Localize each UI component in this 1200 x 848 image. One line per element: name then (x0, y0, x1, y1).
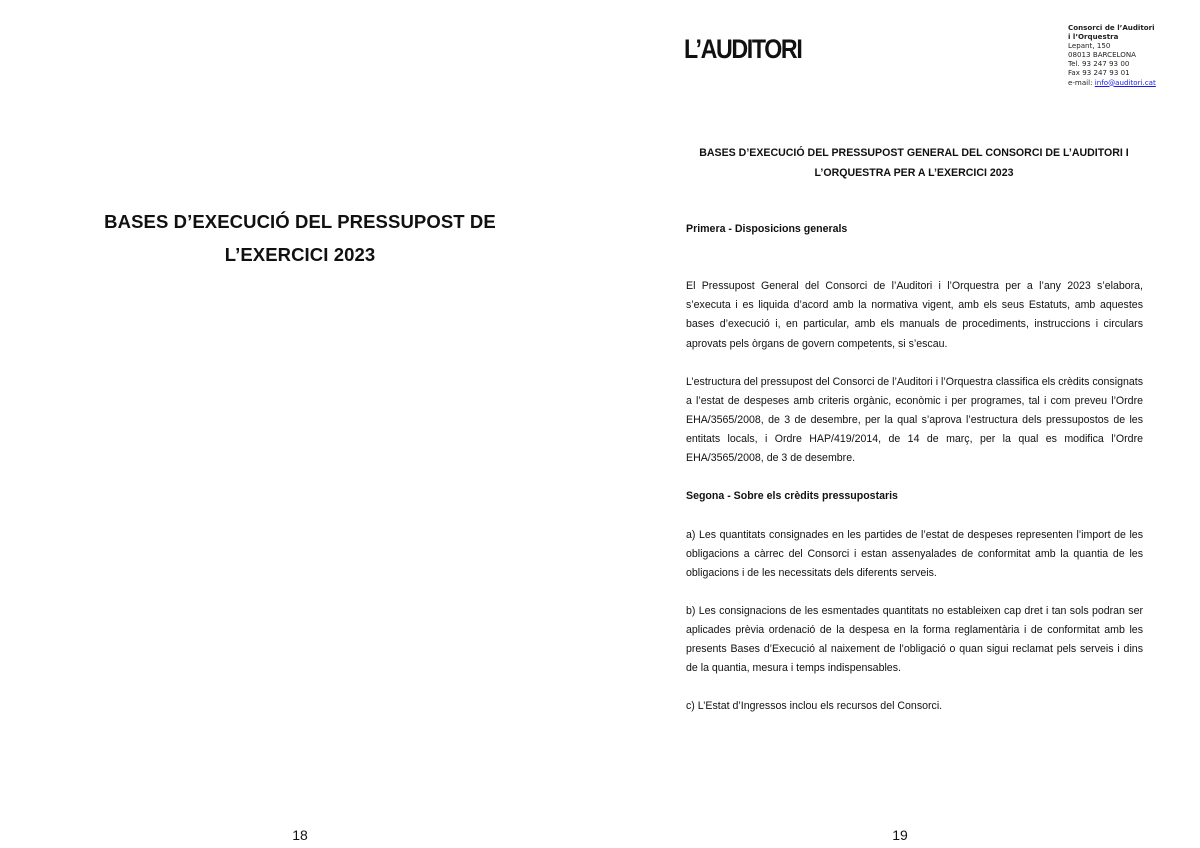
contact-tel: Tel. 93 247 93 00 (1068, 59, 1130, 69)
contact-email-label: e-mail: (1068, 77, 1095, 87)
paragraph-segona-b: b) Les consignacions de les esmentades quantitats no estableixen cap dret i tan sols podran ser aplicades prèvia ordenació de la despesa en la forma reglamentària i de conformitat amb les presents Bases d’Execució al naixement de l’obligació o quan sigui reclamat pels serveis i dins de la quantia, mesura i temps indispensables. (686, 604, 1143, 675)
right-page (600, 0, 1200, 848)
left-title-line-1: BASES D’EXECUCIÓ DEL PRESSUPOST DE (104, 211, 496, 232)
document-title (680, 144, 1148, 183)
contact-fax: Fax 93 247 93 01 (1068, 68, 1130, 78)
doc-title-line-2: L’ORQUESTRA PER A L’EXERCICI 2023 (814, 166, 1014, 179)
doc-title-line-1: BASES D’EXECUCIÓ DEL PRESSUPOST GENERAL DEL CONSORCI DE L’AUDITORI I (699, 147, 1129, 159)
contact-block (1068, 23, 1193, 87)
contact-email-line (1068, 78, 1193, 87)
section-heading-segona: Segona - Sobre els crèdits pressupostaris (686, 490, 898, 503)
page-number-right: 19 (892, 827, 908, 843)
left-title-line-2: L’EXERCICI 2023 (224, 244, 376, 265)
paragraph-segona-a: a) Les quantitats consignades en les partides de l’estat de despeses representen l’import de les obligacions a càrrec del Consorci i estan assenyalades de conformitat amb la quantia de les obligacions i de les necessitats dels diferents serveis. (686, 528, 1143, 579)
contact-org-line-2: i l’Orquestra (1068, 32, 1119, 42)
contact-street: Lepant, 150 (1068, 41, 1111, 51)
contact-org-line-1: Consorci de l’Auditori (1068, 23, 1155, 32)
contact-city: 08013 BARCELONA (1068, 50, 1136, 60)
auditori-logo: L’AUDITORI (684, 34, 802, 64)
document-body (686, 220, 1143, 716)
paragraph-primera-1: El Pressupost General del Consorci de l’Auditori i l’Orquestra per a l’any 2023 s’elabora, s’executa i es liquida d’acord amb la normativa vigent, amb els seus Estatuts, amb aquestes bases d’execució i, en particular, amb els manuals de procediments, instruccions i circulars aprovats pels òrgans de govern competents, si s’escau. (686, 280, 1143, 350)
paragraph-primera-2: L’estructura del pressupost del Consorci de l’Auditori i l’Orquestra classifica els crèdits consignats a l’estat de despeses amb criteris orgànic, econòmic i per programes, tal i com preveu l’Ordre EHA/3565/2008, de 3 de desembre, per la qual s’aprova l’estructura dels pressupostos de les entitats locals, i Ordre HAP/419/2014, de 14 de març, per la qual es modifica l’Ordre EHA/3565/2008, de 3 de desembre. (686, 375, 1143, 465)
paragraph-segona-c: c) L’Estat d’Ingressos inclou els recursos del Consorci. (686, 700, 943, 713)
page-number-left: 18 (292, 827, 308, 843)
section-heading-primera: Primera - Disposicions generals (686, 223, 848, 235)
contact-email-link[interactable]: info@auditori.cat (1094, 77, 1156, 87)
left-page-title (70, 205, 530, 271)
